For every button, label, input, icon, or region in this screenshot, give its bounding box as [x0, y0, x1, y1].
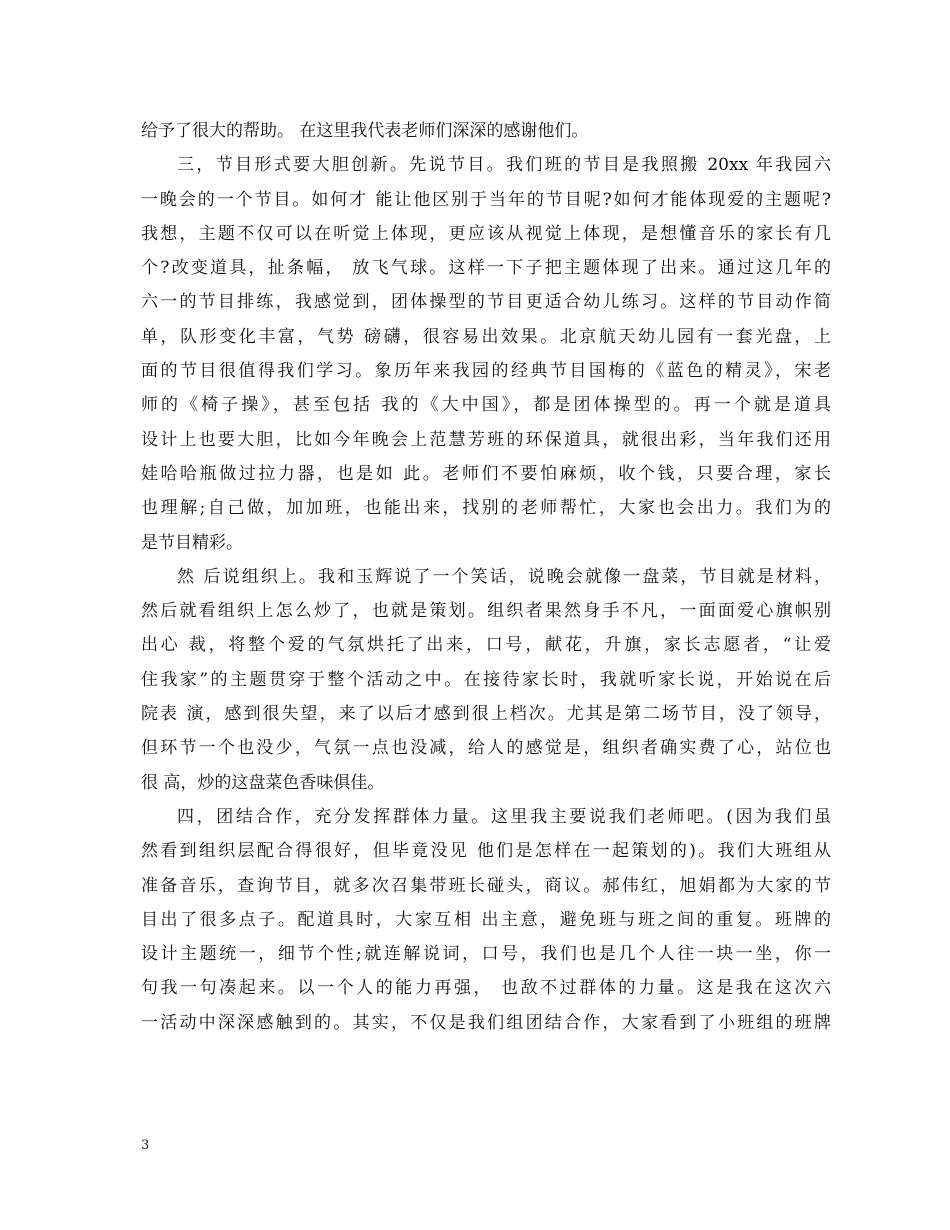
text-line: 个?改变道具，扯条幅， 放飞气球。这样一下子把主题体现了出来。通过这几年的: [141, 258, 831, 279]
text-line: 但环节一个也没少，气氛一点也没减，给人的感觉是，组织者确实费了心，站位也: [141, 738, 831, 759]
text-line: 出心 裁，将整个爱的气氛烘托了出来，口号，献花，升旗，家长志愿者，“让爱: [141, 635, 831, 656]
text-line: 然后就看组织上怎么炒了，也就是策划。组织者果然身手不凡，一面面爱心旗帜别: [141, 601, 831, 622]
text-line: 面的节目很值得我们学习。象历年来我园的经典节目国梅的《蓝色的精灵》，宋老: [141, 361, 831, 382]
text-line: 院表 演，感到很失望，来了以后才感到很上档次。尤其是第二场节目，没了领导，: [141, 704, 831, 725]
text-line: 三，节目形式要大胆创新。先说节目。我们班的节目是我照搬 20xx 年我园六: [177, 155, 831, 176]
text-line: 很 高，炒的这盘菜色香味俱佳。: [141, 772, 385, 793]
text-line: 设计上也要大胆，比如今年晚会上范慧芳班的环保道具，就很出彩，当年我们还用: [141, 429, 831, 450]
text-line: 也理解;自己做，加加班，也能出来，找别的老师帮忙，大家也会出力。我们为的: [141, 498, 831, 519]
text-line: 然 后说组织上。我和玉辉说了一个笑话，说晚会就像一盘菜，节目就是材料，: [177, 566, 831, 587]
text-line: 一晚会的一个节目。如何才 能让他区别于当年的节目呢?如何才能体现爱的主题呢?: [141, 189, 831, 210]
text-line: 师的《椅子操》，甚至包括 我的《大中国》，都是团体操型的。再一个就是道具: [141, 395, 831, 416]
text-line: 给予了很大的帮助。 在这里我代表老师们深深的感谢他们。: [141, 121, 589, 141]
text-line: 单，队形变化丰富，气势 磅礴，很容易出效果。北京航天幼儿园有一套光盘，上: [141, 326, 831, 347]
text-line: 设计主题统一，细节个性;就连解说词，口号，我们也是几个人往一块一坐，你一: [141, 944, 831, 965]
text-line: 住我家”的主题贯穿于整个活动之中。在接待家长时，我就听家长说，开始说在后: [141, 669, 831, 690]
text-line: 目出了很多点子。配道具时，大家互相 出主意，避免班与班之间的重复。班牌的: [141, 909, 831, 930]
text-line: 是节目精彩。: [141, 532, 243, 553]
text-line: 四，团结合作，充分发挥群体力量。这里我主要说我们老师吧。(因为我们虽: [177, 806, 831, 827]
page-number: 3: [141, 1138, 150, 1153]
text-line: 然看到组织层配合得很好，但毕竟没见 他们是怎样在一起策划的)。我们大班组从: [141, 841, 831, 862]
text-line: 六一的节目排练，我感觉到，团体操型的节目更适合幼儿练习。这样的节目动作简: [141, 292, 831, 313]
text-line: 句我一句凑起来。以一个人的能力再强， 也敌不过群体的力量。这是我在这次六: [141, 978, 831, 999]
text-line: 娃哈哈瓶做过拉力器，也是如 此。老师们不要怕麻烦，收个钱，只要合理，家长: [141, 463, 831, 484]
text-line: 我想，主题不仅可以在听觉上体现，更应该从视觉上体现，是想懂音乐的家长有几: [141, 223, 831, 244]
text-line: 一活动中深深感触到的。其实，不仅是我们组团结合作，大家看到了小班组的班牌: [141, 1012, 831, 1033]
body-text: [141, 114, 831, 1040]
text-line: 准备音乐，查询节目，就多次召集带班长碰头，商议。郝伟红，旭娟都为大家的节: [141, 875, 831, 896]
